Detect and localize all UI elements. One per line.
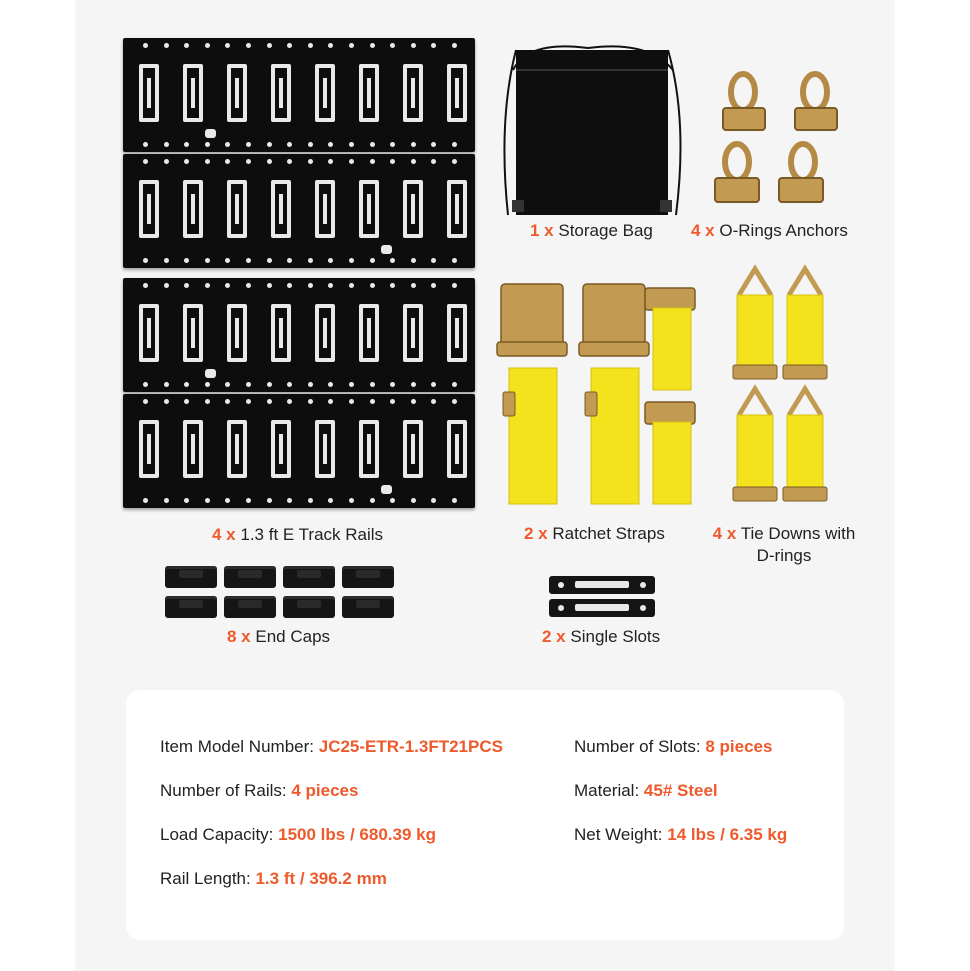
end-cap — [165, 596, 217, 618]
rail-hole — [308, 159, 313, 164]
rail-hole — [267, 399, 272, 404]
rail-hole — [246, 382, 251, 387]
rail-hole — [205, 283, 210, 288]
caption-single-slots: 2 x Single Slots — [542, 627, 661, 646]
rail-hole — [287, 399, 292, 404]
rail-hole — [287, 498, 292, 503]
rail-hole — [164, 142, 169, 147]
end-cap — [165, 566, 217, 588]
rail-hole — [287, 142, 292, 147]
rail-hole — [370, 159, 375, 164]
rail-hole — [184, 399, 189, 404]
rail-hole — [164, 498, 169, 503]
single-slots-image — [545, 574, 660, 620]
rail-hole — [164, 258, 169, 263]
rail-hole — [287, 159, 292, 164]
e-track-rail — [123, 154, 475, 268]
rail-hole — [164, 399, 169, 404]
rail-hole — [411, 382, 416, 387]
rail-slot — [359, 420, 379, 478]
rail-hole — [370, 142, 375, 147]
rail-hole — [143, 399, 148, 404]
rail-hole — [225, 258, 230, 263]
rail-hole — [267, 382, 272, 387]
spec-material: Material: 45# Steel — [574, 781, 718, 800]
rail-hole — [287, 258, 292, 263]
caption-ratchet-straps: 2 x Ratchet Straps — [524, 524, 665, 543]
rail-hole — [411, 258, 416, 263]
rail-hole — [246, 159, 251, 164]
rail-slot — [227, 180, 247, 238]
rail-hole — [308, 43, 313, 48]
rail-hole — [390, 382, 395, 387]
rail-slot — [139, 420, 159, 478]
rail-hole — [205, 142, 210, 147]
rail-hole — [411, 159, 416, 164]
spec-rails: Number of Rails: 4 pieces — [160, 781, 359, 800]
rail-hole — [184, 498, 189, 503]
rail-slot — [447, 304, 467, 362]
rail-hole — [390, 43, 395, 48]
rail-hole — [143, 43, 148, 48]
rail-hole — [287, 283, 292, 288]
rail-hole — [370, 258, 375, 263]
rail-hole — [390, 159, 395, 164]
rail-hole — [246, 399, 251, 404]
rail-hole — [390, 283, 395, 288]
ratchet-straps-image — [495, 270, 710, 510]
rail-hole — [308, 382, 313, 387]
rail-hole — [452, 43, 457, 48]
rail-hole — [225, 43, 230, 48]
rail-hole — [143, 142, 148, 147]
rail-hole — [452, 382, 457, 387]
rail-slot — [315, 420, 335, 478]
rail-slot — [227, 304, 247, 362]
rail-slot — [227, 420, 247, 478]
rail-hole — [287, 382, 292, 387]
spec-card — [126, 690, 844, 940]
rail-slot — [183, 180, 203, 238]
rail-hole — [349, 498, 354, 503]
rail-hole — [246, 283, 251, 288]
rail-hole — [164, 283, 169, 288]
rail-hole — [431, 283, 436, 288]
rail-hole — [246, 142, 251, 147]
rail-hole — [267, 159, 272, 164]
rail-tab-hole — [381, 245, 392, 254]
rail-hole — [267, 142, 272, 147]
rail-hole — [390, 498, 395, 503]
rail-hole — [370, 399, 375, 404]
rail-hole — [452, 159, 457, 164]
rail-hole — [431, 498, 436, 503]
rail-hole — [287, 43, 292, 48]
storage-bag-image — [488, 40, 698, 220]
end-cap — [283, 596, 335, 618]
rail-slot — [183, 304, 203, 362]
rail-slot — [359, 64, 379, 122]
rail-slot — [183, 64, 203, 122]
rail-hole — [246, 258, 251, 263]
rail-hole — [184, 283, 189, 288]
rail-hole — [370, 498, 375, 503]
rail-hole — [225, 283, 230, 288]
spec-length: Rail Length: 1.3 ft / 396.2 mm — [160, 869, 387, 888]
caption-end-caps: 8 x End Caps — [227, 627, 331, 646]
spec-slots: Number of Slots: 8 pieces — [574, 737, 773, 756]
rail-slot — [139, 64, 159, 122]
rail-slot — [139, 304, 159, 362]
rail-hole — [143, 498, 148, 503]
rail-hole — [328, 159, 333, 164]
rail-hole — [267, 43, 272, 48]
rail-slot — [447, 180, 467, 238]
rail-slot — [359, 304, 379, 362]
rail-hole — [205, 258, 210, 263]
e-track-rail — [123, 38, 475, 152]
rail-hole — [184, 258, 189, 263]
rail-hole — [328, 43, 333, 48]
rail-hole — [431, 159, 436, 164]
rail-slot — [315, 180, 335, 238]
spec-weight: Net Weight: 14 lbs / 6.35 kg — [574, 825, 788, 844]
rail-hole — [205, 498, 210, 503]
rail-hole — [411, 142, 416, 147]
rail-hole — [349, 399, 354, 404]
rail-hole — [328, 498, 333, 503]
rail-hole — [328, 283, 333, 288]
rail-hole — [411, 283, 416, 288]
rail-hole — [308, 142, 313, 147]
rail-slot — [183, 420, 203, 478]
spec-model: Item Model Number: JC25-ETR-1.3FT21PCS — [160, 737, 503, 756]
rail-hole — [143, 159, 148, 164]
rail-hole — [431, 43, 436, 48]
rail-hole — [349, 159, 354, 164]
rail-hole — [267, 283, 272, 288]
rail-hole — [411, 399, 416, 404]
rail-hole — [431, 399, 436, 404]
rail-hole — [225, 382, 230, 387]
rail-hole — [411, 498, 416, 503]
rail-hole — [370, 43, 375, 48]
rail-hole — [452, 399, 457, 404]
rail-hole — [411, 43, 416, 48]
rail-hole — [431, 258, 436, 263]
rail-hole — [452, 283, 457, 288]
rail-slot — [359, 180, 379, 238]
rail-hole — [225, 399, 230, 404]
rail-slot — [271, 180, 291, 238]
rail-hole — [205, 399, 210, 404]
rail-hole — [452, 142, 457, 147]
rail-hole — [390, 258, 395, 263]
rail-tab-hole — [381, 485, 392, 494]
spec-capacity: Load Capacity: 1500 lbs / 680.39 kg — [160, 825, 436, 844]
e-track-rail — [123, 394, 475, 508]
rail-hole — [143, 382, 148, 387]
rail-hole — [246, 43, 251, 48]
rail-hole — [246, 498, 251, 503]
tie-downs-image — [725, 265, 865, 510]
rail-hole — [328, 142, 333, 147]
rail-tab-hole — [205, 129, 216, 138]
rail-hole — [267, 498, 272, 503]
rail-hole — [370, 283, 375, 288]
rail-hole — [328, 382, 333, 387]
rail-slot — [139, 180, 159, 238]
rail-hole — [205, 43, 210, 48]
caption-tie-downs: 4 x Tie Downs with D-rings — [712, 524, 856, 565]
end-cap — [283, 566, 335, 588]
o-ring-anchors-image — [705, 70, 865, 220]
rail-hole — [205, 159, 210, 164]
rail-hole — [349, 283, 354, 288]
rail-hole — [143, 283, 148, 288]
rail-hole — [390, 399, 395, 404]
rail-slot — [271, 64, 291, 122]
rail-slot — [271, 420, 291, 478]
caption-storage-bag: 1 x Storage Bag — [530, 221, 653, 240]
rail-hole — [308, 498, 313, 503]
end-cap — [224, 566, 276, 588]
rail-slot — [403, 64, 423, 122]
rail-hole — [308, 399, 313, 404]
rail-hole — [370, 382, 375, 387]
rail-slot — [315, 64, 335, 122]
e-track-rail — [123, 278, 475, 392]
rail-hole — [452, 498, 457, 503]
rail-hole — [349, 382, 354, 387]
rail-hole — [328, 258, 333, 263]
rail-hole — [143, 258, 148, 263]
end-cap — [224, 596, 276, 618]
rail-hole — [267, 258, 272, 263]
rail-hole — [431, 382, 436, 387]
rail-slot — [403, 420, 423, 478]
rail-hole — [184, 142, 189, 147]
rail-slot — [447, 420, 467, 478]
rail-slot — [227, 64, 247, 122]
rail-hole — [328, 399, 333, 404]
rail-hole — [164, 382, 169, 387]
rail-hole — [184, 43, 189, 48]
rail-hole — [452, 258, 457, 263]
caption-o-rings: 4 x O-Rings Anchors — [691, 221, 848, 240]
rail-tab-hole — [205, 369, 216, 378]
rail-hole — [349, 43, 354, 48]
rail-slot — [271, 304, 291, 362]
rail-hole — [225, 498, 230, 503]
rail-hole — [308, 283, 313, 288]
rail-slot — [403, 180, 423, 238]
end-cap — [342, 566, 394, 588]
rail-hole — [184, 382, 189, 387]
rail-hole — [225, 159, 230, 164]
rail-hole — [431, 142, 436, 147]
rail-hole — [184, 159, 189, 164]
rail-hole — [308, 258, 313, 263]
rail-hole — [164, 43, 169, 48]
end-cap — [342, 596, 394, 618]
caption-rails: 4 x 1.3 ft E Track Rails — [212, 525, 384, 544]
rail-slot — [403, 304, 423, 362]
rail-hole — [205, 382, 210, 387]
rail-hole — [349, 142, 354, 147]
rail-slot — [315, 304, 335, 362]
rail-hole — [225, 142, 230, 147]
rail-hole — [164, 159, 169, 164]
rail-hole — [349, 258, 354, 263]
rail-hole — [390, 142, 395, 147]
rail-slot — [447, 64, 467, 122]
